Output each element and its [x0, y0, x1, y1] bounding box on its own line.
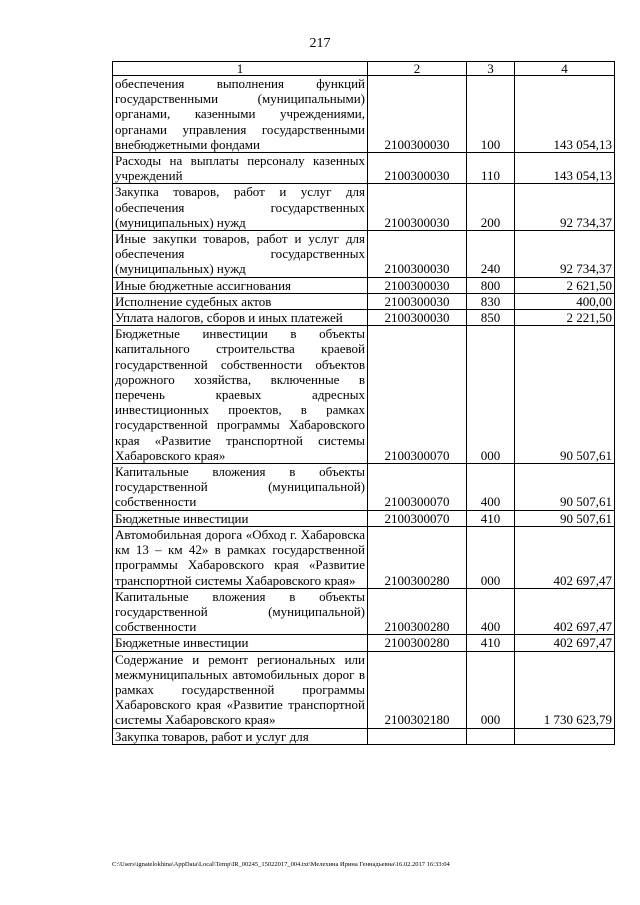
row-sum: 400,00 [515, 293, 615, 309]
row-kind: 400 [467, 588, 515, 635]
row-name: Иные бюджетные ассигнования [113, 277, 368, 293]
table-row [113, 76, 615, 153]
header-col-1: 1 [113, 62, 368, 76]
row-name: Уплата налогов, сборов и иных платежей [113, 310, 368, 326]
row-sum [515, 728, 615, 744]
table-row [113, 588, 615, 635]
row-code: 2100302180 [368, 651, 467, 728]
footer-file-path: C:\Users\ignatelokhina\AppData\Local\Temp\IR_00245_15022017_004.txt\Мелехина Ирина Геннадьевна\16.02.2017 16:33:04 [112, 861, 450, 868]
row-sum: 2 621,50 [515, 277, 615, 293]
row-code: 2100300280 [368, 526, 467, 588]
header-col-3: 3 [467, 62, 515, 76]
header-col-2: 2 [368, 62, 467, 76]
row-name: Расходы на выплаты персоналу казенных учреждений [113, 153, 368, 184]
row-sum: 402 697,47 [515, 526, 615, 588]
row-code [368, 728, 467, 744]
table-header-row [113, 62, 615, 76]
row-sum: 402 697,47 [515, 635, 615, 651]
table-row [113, 184, 615, 231]
row-sum: 2 221,50 [515, 310, 615, 326]
row-kind: 000 [467, 651, 515, 728]
row-sum: 90 507,61 [515, 326, 615, 464]
row-code: 2100300070 [368, 464, 467, 511]
row-kind [467, 728, 515, 744]
row-code: 2100300280 [368, 588, 467, 635]
row-code: 2100300030 [368, 184, 467, 231]
row-kind: 410 [467, 510, 515, 526]
table-row [113, 464, 615, 511]
row-sum: 402 697,47 [515, 588, 615, 635]
row-name: обеспечения выполнения функций государственными (муниципальными) органами, казенными учреждениями, органами управления государственными внебюджетными фондами [113, 76, 368, 153]
row-sum: 92 734,37 [515, 231, 615, 278]
table-row [113, 728, 615, 744]
row-name: Автомобильная дорога «Обход г. Хабаровска км 13 – км 42» в рамках государственной программы Хабаровского края «Развитие транспортной системы Хабаровского края» [113, 526, 368, 588]
row-kind: 200 [467, 184, 515, 231]
row-kind: 100 [467, 76, 515, 153]
row-name: Иные закупки товаров, работ и услуг для обеспечения государственных (муниципальных) нужд [113, 231, 368, 278]
row-kind: 850 [467, 310, 515, 326]
row-code: 2100300030 [368, 231, 467, 278]
row-sum: 92 734,37 [515, 184, 615, 231]
row-sum: 90 507,61 [515, 464, 615, 511]
row-code: 2100300280 [368, 635, 467, 651]
row-kind: 110 [467, 153, 515, 184]
table-row [113, 651, 615, 728]
table-row [113, 277, 615, 293]
row-kind: 410 [467, 635, 515, 651]
row-sum: 1 730 623,79 [515, 651, 615, 728]
table-row [113, 635, 615, 651]
row-name: Бюджетные инвестиции в объекты капитального строительства краевой государственной собственности объектов дорожного хозяйства, включенные в перечень краевых адресных инвестиционных проектов, в рамках государственной программы Хабаровского края «Развитие транспортной системы Хабаровского края» [113, 326, 368, 464]
row-code: 2100300030 [368, 277, 467, 293]
row-sum: 90 507,61 [515, 510, 615, 526]
row-name: Закупка товаров, работ и услуг для [113, 728, 368, 744]
row-code: 2100300070 [368, 510, 467, 526]
row-code: 2100300070 [368, 326, 467, 464]
row-kind: 000 [467, 326, 515, 464]
row-kind: 000 [467, 526, 515, 588]
row-kind: 240 [467, 231, 515, 278]
row-name: Закупка товаров, работ и услуг для обеспечения государственных (муниципальных) нужд [113, 184, 368, 231]
row-code: 2100300030 [368, 293, 467, 309]
row-code: 2100300030 [368, 76, 467, 153]
budget-table [112, 61, 615, 745]
table-row [113, 326, 615, 464]
header-col-4: 4 [515, 62, 615, 76]
row-name: Бюджетные инвестиции [113, 510, 368, 526]
row-kind: 800 [467, 277, 515, 293]
row-name: Капитальные вложения в объекты государственной (муниципальной) собственности [113, 588, 368, 635]
row-code: 2100300030 [368, 153, 467, 184]
table-row [113, 310, 615, 326]
table-row [113, 510, 615, 526]
row-name: Бюджетные инвестиции [113, 635, 368, 651]
row-name: Содержание и ремонт региональных или межмуниципальных автомобильных дорог в рамках государственной программы Хабаровского края «Развитие транспортной системы Хабаровского края» [113, 651, 368, 728]
row-sum: 143 054,13 [515, 76, 615, 153]
row-code: 2100300030 [368, 310, 467, 326]
table-row [113, 293, 615, 309]
table-row [113, 231, 615, 278]
table-row [113, 153, 615, 184]
row-kind: 830 [467, 293, 515, 309]
row-name: Исполнение судебных актов [113, 293, 368, 309]
table-row [113, 526, 615, 588]
row-sum: 143 054,13 [515, 153, 615, 184]
row-name: Капитальные вложения в объекты государственной (муниципальной) собственности [113, 464, 368, 511]
row-kind: 400 [467, 464, 515, 511]
page-number: 217 [309, 36, 331, 51]
